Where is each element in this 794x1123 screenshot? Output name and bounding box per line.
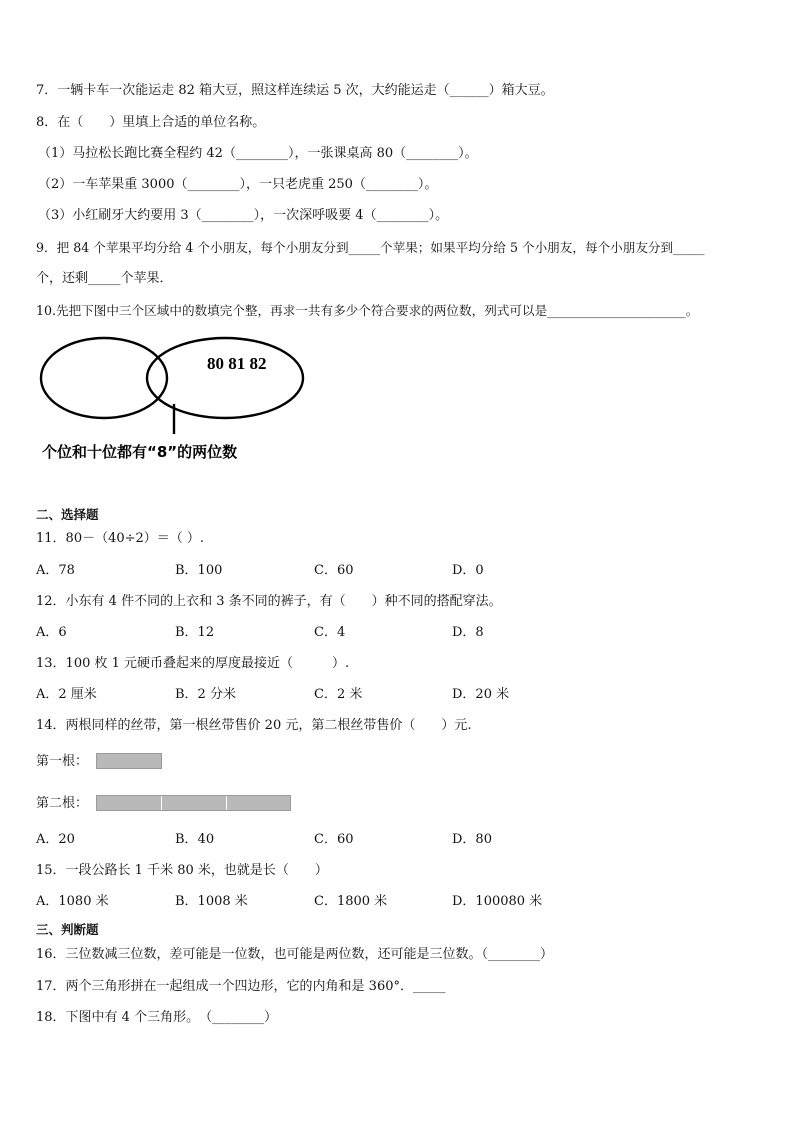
question-10: 10.先把下图中三个区域中的数填完个整，再求一共有多少个符合要求的两位数，列式可以是______________________。 — [36, 303, 699, 318]
q15-option-c: C．1800 米 — [314, 894, 388, 909]
question-8-part-1: （1）马拉松长跑比赛全程约 42（________），一张课桌高 80（________）。 — [38, 146, 478, 161]
question-11: 11．80－（40÷2）＝（ ）. — [36, 531, 205, 546]
q11-option-a: A．78 — [36, 563, 75, 578]
question-7: 7．一辆卡车一次能运走 82 箱大豆，照这样连续运 5 次，大约能运走（______）箱大豆。 — [36, 83, 554, 98]
q12-option-d: D．8 — [452, 625, 484, 640]
q14-option-d: D．80 — [452, 832, 492, 847]
q15-option-a: A．1080 米 — [36, 894, 109, 909]
question-12: 12．小东有 4 件不同的上衣和 3 条不同的裤子，有（ ）种不同的搭配穿法。 — [36, 594, 502, 609]
q11-option-d: D．0 — [452, 563, 484, 578]
q12-option-c: C．4 — [314, 625, 346, 640]
section-2-title: 二、选择题 — [36, 507, 99, 522]
q12-option-a: A．6 — [36, 625, 67, 640]
question-16: 16．三位数减三位数，差可能是一位数，也可能是两位数，还可能是三位数。（________） — [36, 947, 554, 962]
question-14: 14．两根同样的丝带，第一根丝带售价 20 元，第二根丝带售价（ ）元. — [36, 718, 472, 733]
question-9-line-2: 个，还剩_____个苹果． — [36, 271, 173, 286]
question-8-part-2: （2）一车苹果重 3000（________），一只老虎重 250（________）。 — [38, 177, 438, 192]
q15-option-b: B．1008 米 — [175, 894, 248, 909]
q14-ribbon-2-segment — [162, 796, 227, 810]
q14-option-c: C．60 — [314, 832, 354, 847]
question-8-part-3: （3）小红刷牙大约要用 3（________），一次深呼吸要 4（________）。 — [38, 208, 449, 223]
q13-option-a: A．2 厘米 — [36, 687, 97, 702]
question-15: 15．一段公路长 1 千米 80 米，也就是长（ ） — [36, 863, 328, 878]
q15-option-d: D．100080 米 — [452, 894, 543, 909]
q14-bar-2-label: 第二根： — [36, 796, 89, 811]
q12-option-b: B．12 — [175, 625, 215, 640]
question-18: 18．下图中有 4 个三角形。 （________） — [36, 1010, 278, 1025]
q14-ribbon-2-segment — [97, 796, 162, 810]
q11-option-c: C．60 — [314, 563, 354, 578]
question-8: 8．在（ ）里填上合适的单位名称。 — [36, 115, 266, 130]
question-13: 13．100 枚 1 元硬币叠起来的厚度最接近（ ）. — [36, 656, 350, 671]
q14-option-a: A．20 — [36, 832, 75, 847]
question-17: 17．两个三角形拼在一起组成一个四边形，它的内角和是 360°．_____ — [36, 979, 446, 994]
q14-ribbon-1 — [96, 753, 162, 769]
q14-ribbon-2 — [96, 795, 291, 811]
q13-option-b: B．2 分米 — [175, 687, 236, 702]
venn-diagram — [36, 332, 336, 467]
q13-option-c: C．2 米 — [314, 687, 363, 702]
section-3-title: 三、判断题 — [36, 922, 99, 937]
q14-option-b: B．40 — [175, 832, 215, 847]
question-9-line-1: 9．把 84 个苹果平均分给 4 个小朋友，每个小朋友分到_____个苹果；如果平均分给 5 个小朋友，每个小朋友分到_____ — [36, 240, 705, 255]
q11-option-b: B．100 — [175, 563, 223, 578]
venn-caption: 个位和十位都有“8”的两位数 — [42, 443, 238, 461]
q14-bar-1-label: 第一根： — [36, 754, 89, 769]
venn-numbers: 80 81 82 — [207, 354, 267, 373]
q13-option-d: D．20 米 — [452, 687, 510, 702]
venn-right-ellipse — [147, 338, 303, 418]
